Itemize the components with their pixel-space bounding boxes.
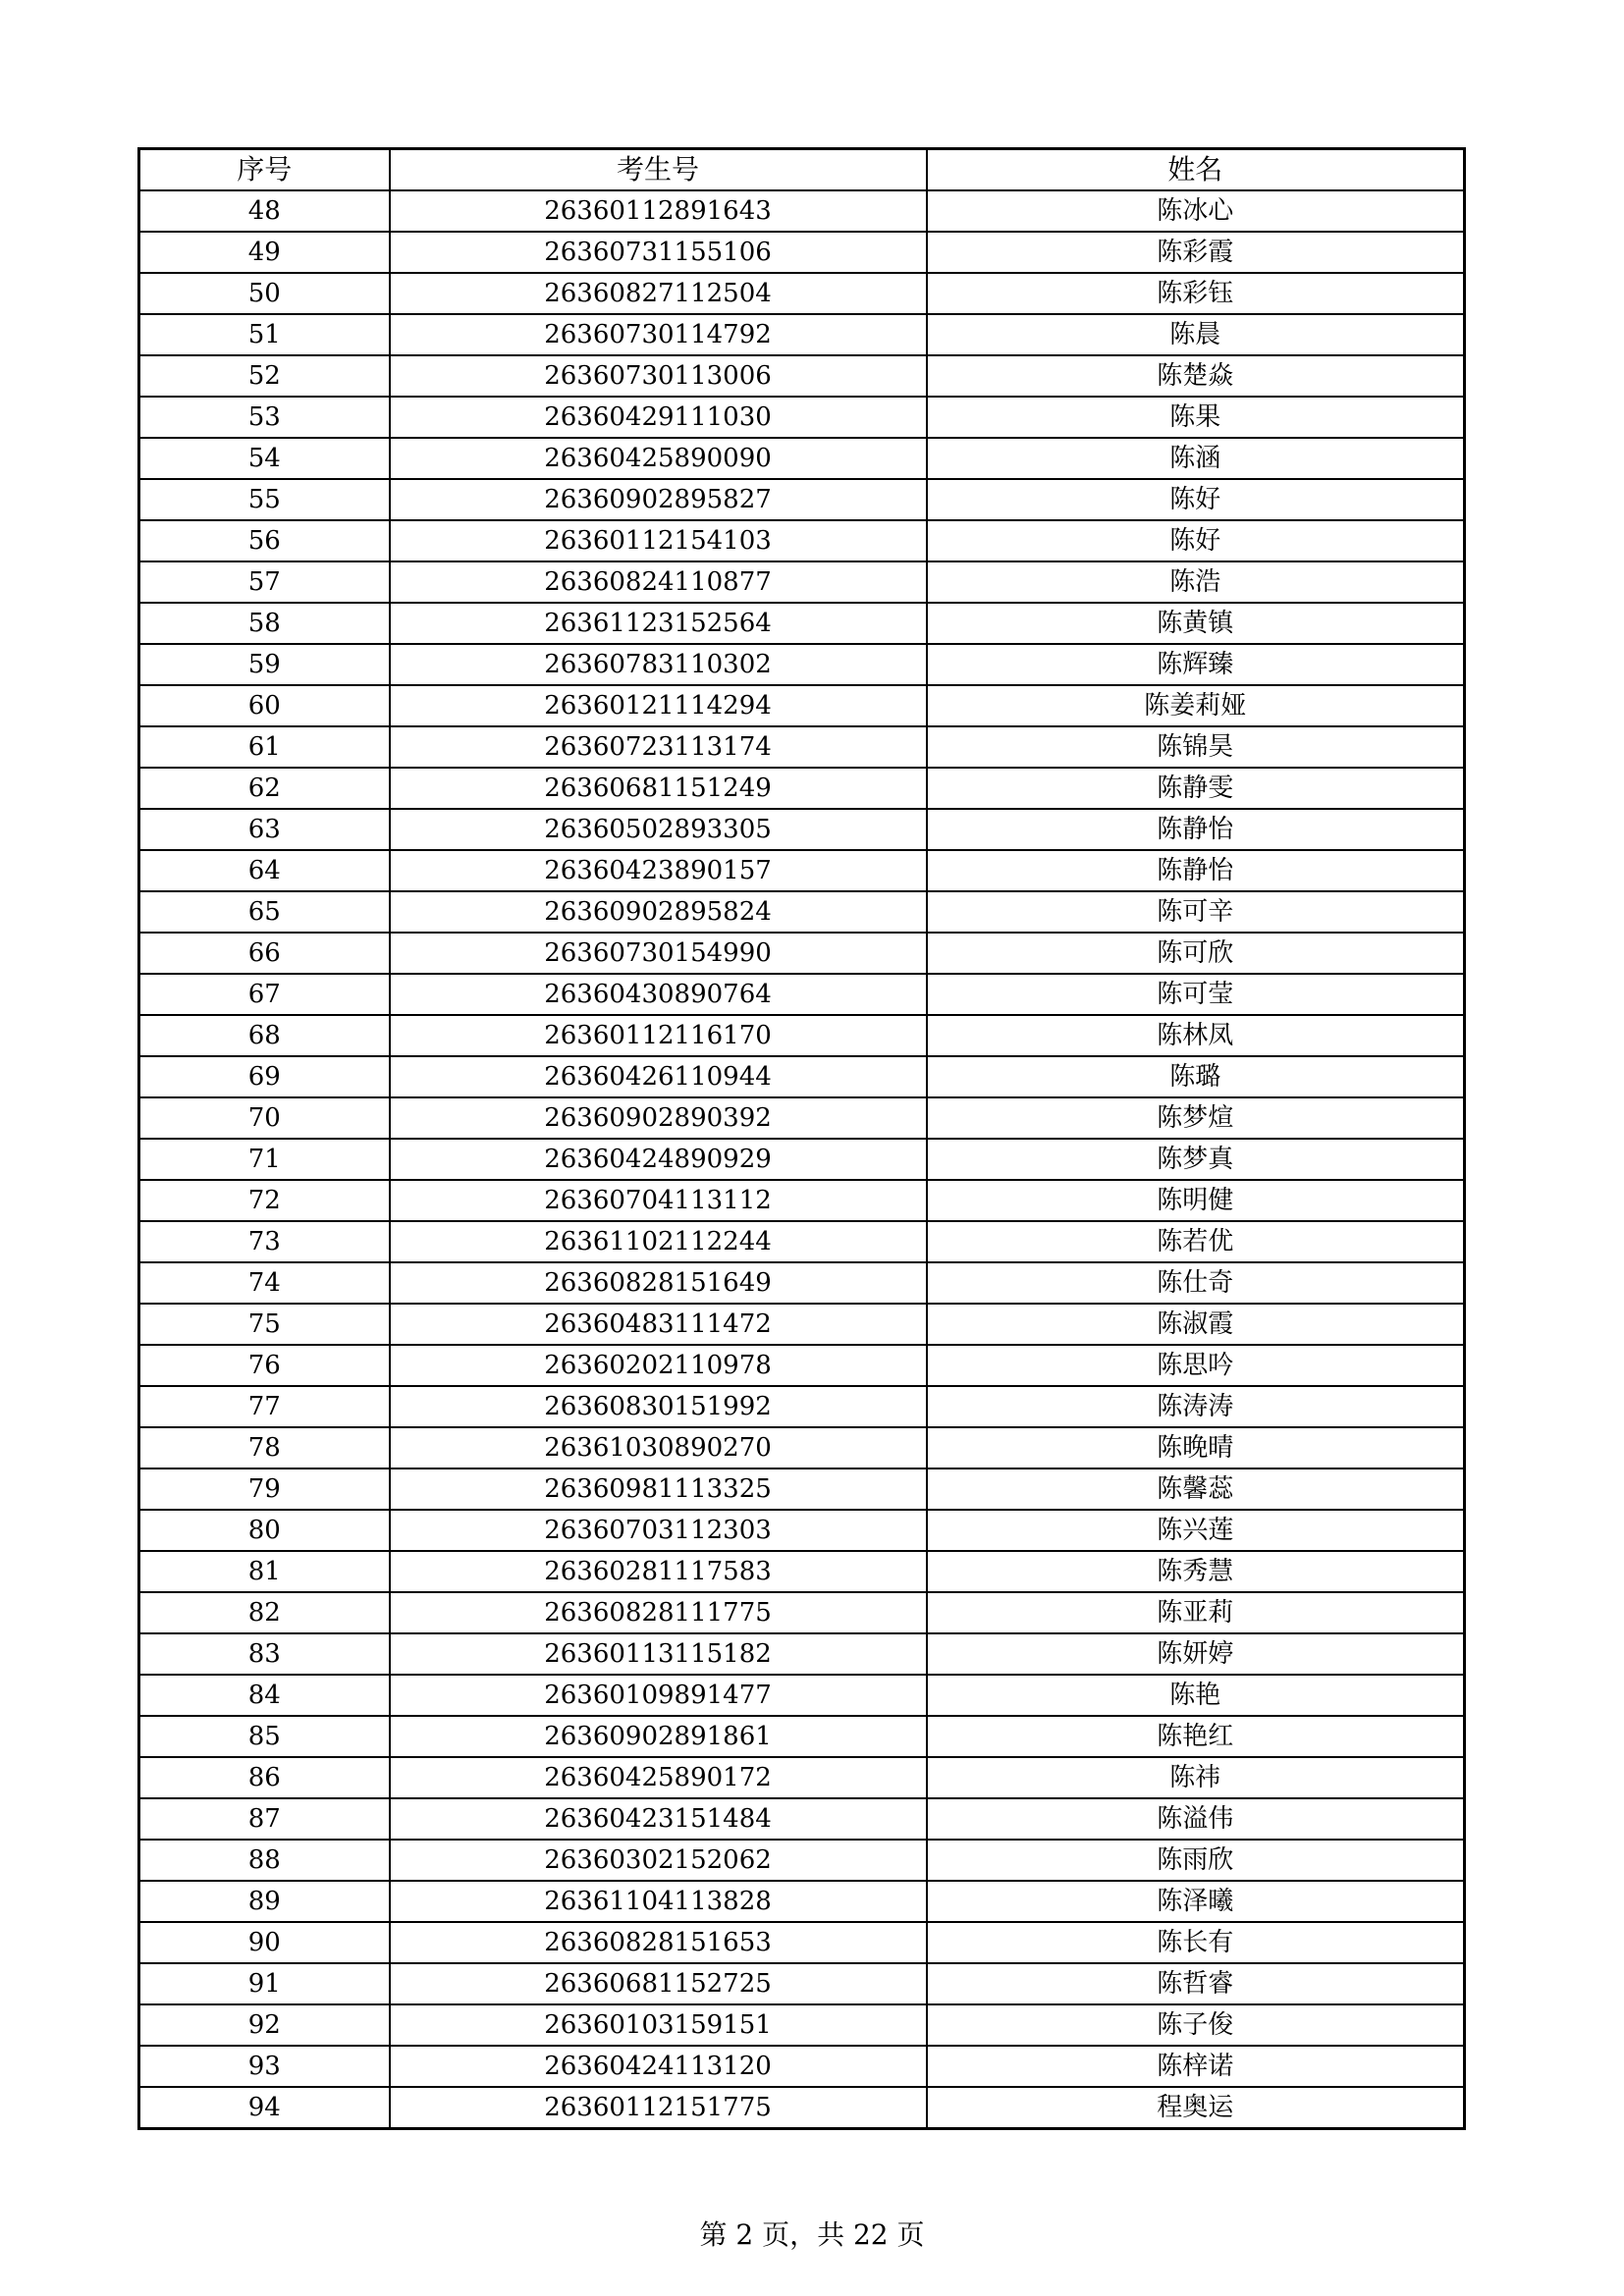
cell-seq: 76 xyxy=(139,1345,390,1386)
cell-name: 陈黄镇 xyxy=(927,603,1465,644)
cell-seq: 64 xyxy=(139,850,390,891)
cell-name: 陈静怡 xyxy=(927,850,1465,891)
table-row xyxy=(139,2087,1465,2129)
table-row xyxy=(139,768,1465,809)
table-row xyxy=(139,561,1465,603)
cell-seq: 88 xyxy=(139,1840,390,1881)
cell-name: 陈梓诺 xyxy=(927,2046,1465,2087)
cell-name: 陈好 xyxy=(927,520,1465,561)
cell-exam-id: 26360429111030 xyxy=(390,397,927,438)
table-header-row xyxy=(139,149,1465,191)
cell-exam-id: 26360430890764 xyxy=(390,974,927,1015)
table-row xyxy=(139,1798,1465,1840)
cell-seq: 67 xyxy=(139,974,390,1015)
cell-name: 陈明健 xyxy=(927,1180,1465,1221)
table-row xyxy=(139,1097,1465,1139)
table-row xyxy=(139,1716,1465,1757)
cell-name: 陈锦昊 xyxy=(927,726,1465,768)
cell-name: 陈可莹 xyxy=(927,974,1465,1015)
cell-exam-id: 26360828151649 xyxy=(390,1262,927,1304)
cell-seq: 86 xyxy=(139,1757,390,1798)
cell-seq: 60 xyxy=(139,685,390,726)
cell-seq: 68 xyxy=(139,1015,390,1056)
cell-exam-id: 26360981113325 xyxy=(390,1468,927,1510)
cell-seq: 79 xyxy=(139,1468,390,1510)
cell-seq: 93 xyxy=(139,2046,390,2087)
cell-exam-id: 26360730154990 xyxy=(390,933,927,974)
cell-exam-id: 26360902890392 xyxy=(390,1097,927,1139)
cell-seq: 83 xyxy=(139,1633,390,1675)
table-row xyxy=(139,2004,1465,2046)
cell-exam-id: 26361030890270 xyxy=(390,1427,927,1468)
table-row xyxy=(139,974,1465,1015)
cell-name: 陈林凤 xyxy=(927,1015,1465,1056)
table-row xyxy=(139,1510,1465,1551)
cell-name: 陈哲睿 xyxy=(927,1963,1465,2004)
cell-exam-id: 26360783110302 xyxy=(390,644,927,685)
cell-name: 陈楚焱 xyxy=(927,355,1465,397)
cell-seq: 71 xyxy=(139,1139,390,1180)
table-row xyxy=(139,891,1465,933)
cell-name: 陈妍婷 xyxy=(927,1633,1465,1675)
table-row xyxy=(139,397,1465,438)
table-row xyxy=(139,1056,1465,1097)
cell-name: 陈晨 xyxy=(927,314,1465,355)
cell-seq: 81 xyxy=(139,1551,390,1592)
cell-exam-id: 26360424890929 xyxy=(390,1139,927,1180)
table-row xyxy=(139,1468,1465,1510)
table-row xyxy=(139,1221,1465,1262)
cell-seq: 55 xyxy=(139,479,390,520)
table-row xyxy=(139,2046,1465,2087)
cell-exam-id: 26360112154103 xyxy=(390,520,927,561)
cell-exam-id: 26360830151992 xyxy=(390,1386,927,1427)
cell-exam-id: 26360902895827 xyxy=(390,479,927,520)
cell-seq: 91 xyxy=(139,1963,390,2004)
table-row xyxy=(139,685,1465,726)
cell-exam-id: 26360703112303 xyxy=(390,1510,927,1551)
cell-exam-id: 26360425890172 xyxy=(390,1757,927,1798)
table-row xyxy=(139,355,1465,397)
cell-name: 陈可辛 xyxy=(927,891,1465,933)
cell-seq: 52 xyxy=(139,355,390,397)
cell-exam-id: 26360423151484 xyxy=(390,1798,927,1840)
cell-exam-id: 26360112151775 xyxy=(390,2087,927,2129)
cell-exam-id: 26360423890157 xyxy=(390,850,927,891)
cell-seq: 75 xyxy=(139,1304,390,1345)
cell-name: 陈长有 xyxy=(927,1922,1465,1963)
cell-exam-id: 26360109891477 xyxy=(390,1675,927,1716)
cell-seq: 74 xyxy=(139,1262,390,1304)
cell-name: 陈彩钰 xyxy=(927,273,1465,314)
cell-name: 陈雨欣 xyxy=(927,1840,1465,1881)
cell-exam-id: 26360723113174 xyxy=(390,726,927,768)
cell-exam-id: 26361123152564 xyxy=(390,603,927,644)
cell-exam-id: 26360902891861 xyxy=(390,1716,927,1757)
cell-exam-id: 26360827112504 xyxy=(390,273,927,314)
cell-seq: 84 xyxy=(139,1675,390,1716)
cell-exam-id: 26360202110978 xyxy=(390,1345,927,1386)
cell-seq: 89 xyxy=(139,1881,390,1922)
cell-seq: 92 xyxy=(139,2004,390,2046)
page-footer: 第 2 页，共 22 页 xyxy=(699,2218,925,2251)
cell-exam-id: 26360302152062 xyxy=(390,1840,927,1881)
cell-name: 陈祎 xyxy=(927,1757,1465,1798)
table-row xyxy=(139,603,1465,644)
cell-name: 陈艳红 xyxy=(927,1716,1465,1757)
table-row xyxy=(139,1015,1465,1056)
table-row xyxy=(139,314,1465,355)
cell-exam-id: 26360828151653 xyxy=(390,1922,927,1963)
cell-name: 陈好 xyxy=(927,479,1465,520)
cell-name: 陈辉臻 xyxy=(927,644,1465,685)
cell-exam-id: 26360281117583 xyxy=(390,1551,927,1592)
cell-name: 陈璐 xyxy=(927,1056,1465,1097)
table-row xyxy=(139,1592,1465,1633)
cell-exam-id: 26360425890090 xyxy=(390,438,927,479)
cell-exam-id: 26360502893305 xyxy=(390,809,927,850)
table-row xyxy=(139,273,1465,314)
cell-exam-id: 26360902895824 xyxy=(390,891,927,933)
table-row xyxy=(139,809,1465,850)
cell-seq: 53 xyxy=(139,397,390,438)
cell-seq: 78 xyxy=(139,1427,390,1468)
header-name: 姓名 xyxy=(927,149,1465,191)
table-row xyxy=(139,1304,1465,1345)
table-row xyxy=(139,850,1465,891)
cell-name: 陈晚晴 xyxy=(927,1427,1465,1468)
table-row xyxy=(139,1757,1465,1798)
cell-seq: 73 xyxy=(139,1221,390,1262)
cell-name: 陈姜莉娅 xyxy=(927,685,1465,726)
table-row xyxy=(139,933,1465,974)
table-row xyxy=(139,1633,1465,1675)
cell-exam-id: 26360426110944 xyxy=(390,1056,927,1097)
table-row xyxy=(139,232,1465,273)
table-row xyxy=(139,438,1465,479)
cell-name: 陈子俊 xyxy=(927,2004,1465,2046)
cell-seq: 51 xyxy=(139,314,390,355)
table-row xyxy=(139,1963,1465,2004)
cell-seq: 62 xyxy=(139,768,390,809)
cell-name: 陈涵 xyxy=(927,438,1465,479)
cell-name: 陈涛涛 xyxy=(927,1386,1465,1427)
candidate-table xyxy=(137,147,1466,2130)
cell-seq: 90 xyxy=(139,1922,390,1963)
cell-name: 陈思吟 xyxy=(927,1345,1465,1386)
table-row xyxy=(139,520,1465,561)
cell-name: 陈秀慧 xyxy=(927,1551,1465,1592)
cell-exam-id: 26360704113112 xyxy=(390,1180,927,1221)
cell-exam-id: 26360730113006 xyxy=(390,355,927,397)
header-exam-id: 考生号 xyxy=(390,149,927,191)
cell-name: 陈溢伟 xyxy=(927,1798,1465,1840)
cell-exam-id: 26361104113828 xyxy=(390,1881,927,1922)
cell-exam-id: 26360828111775 xyxy=(390,1592,927,1633)
cell-seq: 58 xyxy=(139,603,390,644)
cell-exam-id: 26360824110877 xyxy=(390,561,927,603)
cell-seq: 50 xyxy=(139,273,390,314)
cell-exam-id: 26360121114294 xyxy=(390,685,927,726)
table-row xyxy=(139,479,1465,520)
table-row xyxy=(139,1922,1465,1963)
table-body xyxy=(139,190,1465,2129)
cell-name: 陈亚莉 xyxy=(927,1592,1465,1633)
cell-name: 陈彩霞 xyxy=(927,232,1465,273)
cell-seq: 69 xyxy=(139,1056,390,1097)
cell-name: 陈浩 xyxy=(927,561,1465,603)
cell-name: 陈若优 xyxy=(927,1221,1465,1262)
cell-seq: 63 xyxy=(139,809,390,850)
cell-name: 陈兴莲 xyxy=(927,1510,1465,1551)
cell-seq: 48 xyxy=(139,190,390,232)
cell-exam-id: 26360103159151 xyxy=(390,2004,927,2046)
cell-seq: 57 xyxy=(139,561,390,603)
cell-name: 陈梦真 xyxy=(927,1139,1465,1180)
table-row xyxy=(139,1427,1465,1468)
cell-name: 陈仕奇 xyxy=(927,1262,1465,1304)
cell-exam-id: 26360730114792 xyxy=(390,314,927,355)
cell-exam-id: 26360112116170 xyxy=(390,1015,927,1056)
cell-seq: 85 xyxy=(139,1716,390,1757)
cell-seq: 61 xyxy=(139,726,390,768)
cell-name: 陈静雯 xyxy=(927,768,1465,809)
table-row xyxy=(139,1139,1465,1180)
roster-sheet xyxy=(137,147,1463,2130)
table-row xyxy=(139,1262,1465,1304)
cell-exam-id: 26360113115182 xyxy=(390,1633,927,1675)
cell-name: 陈果 xyxy=(927,397,1465,438)
cell-name: 陈梦煊 xyxy=(927,1097,1465,1139)
table-row xyxy=(139,1551,1465,1592)
cell-seq: 77 xyxy=(139,1386,390,1427)
cell-name: 陈冰心 xyxy=(927,190,1465,232)
cell-exam-id: 26360483111472 xyxy=(390,1304,927,1345)
cell-name: 陈艳 xyxy=(927,1675,1465,1716)
cell-exam-id: 26360112891643 xyxy=(390,190,927,232)
table-row xyxy=(139,1345,1465,1386)
table-row xyxy=(139,1675,1465,1716)
cell-seq: 66 xyxy=(139,933,390,974)
table-row xyxy=(139,1386,1465,1427)
cell-exam-id: 26361102112244 xyxy=(390,1221,927,1262)
cell-name: 陈淑霞 xyxy=(927,1304,1465,1345)
cell-name: 程奥运 xyxy=(927,2087,1465,2129)
cell-name: 陈泽曦 xyxy=(927,1881,1465,1922)
cell-exam-id: 26360731155106 xyxy=(390,232,927,273)
cell-name: 陈静怡 xyxy=(927,809,1465,850)
cell-name: 陈可欣 xyxy=(927,933,1465,974)
cell-seq: 72 xyxy=(139,1180,390,1221)
cell-seq: 94 xyxy=(139,2087,390,2129)
cell-exam-id: 26360681151249 xyxy=(390,768,927,809)
table-row xyxy=(139,1180,1465,1221)
cell-seq: 82 xyxy=(139,1592,390,1633)
cell-seq: 54 xyxy=(139,438,390,479)
table-row xyxy=(139,726,1465,768)
cell-exam-id: 26360424113120 xyxy=(390,2046,927,2087)
cell-seq: 49 xyxy=(139,232,390,273)
cell-seq: 59 xyxy=(139,644,390,685)
table-row xyxy=(139,1840,1465,1881)
cell-exam-id: 26360681152725 xyxy=(390,1963,927,2004)
cell-seq: 80 xyxy=(139,1510,390,1551)
header-seq: 序号 xyxy=(139,149,390,191)
cell-name: 陈馨蕊 xyxy=(927,1468,1465,1510)
cell-seq: 65 xyxy=(139,891,390,933)
table-row xyxy=(139,190,1465,232)
cell-seq: 87 xyxy=(139,1798,390,1840)
cell-seq: 56 xyxy=(139,520,390,561)
cell-seq: 70 xyxy=(139,1097,390,1139)
table-row xyxy=(139,644,1465,685)
table-row xyxy=(139,1881,1465,1922)
